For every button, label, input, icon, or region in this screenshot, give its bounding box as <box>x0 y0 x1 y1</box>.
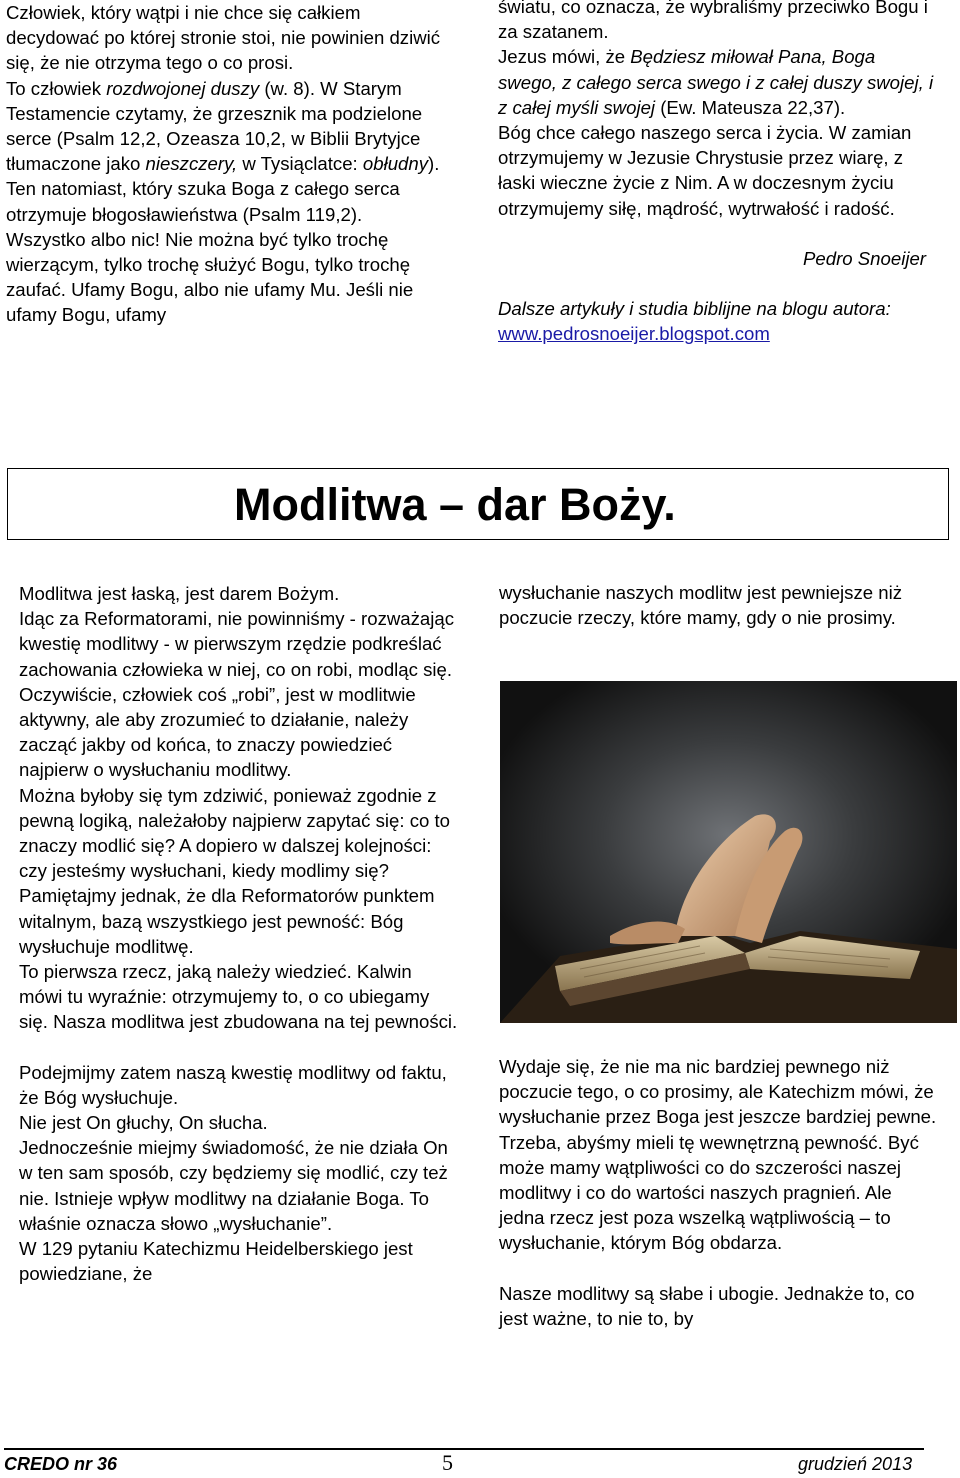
bottom-right-column-top <box>499 580 939 630</box>
top-left-column <box>6 0 446 328</box>
footer-date: grudzień 2013 <box>798 1454 913 1474</box>
blog-note-text: Dalsze artykuły i studia biblijne na blogu autora: <box>498 298 891 320</box>
paragraph: W 129 pytaniu Katechizmu Heidelberskiego jest powiedziane, że <box>19 1238 413 1285</box>
paragraph: Wydaje się, że nie ma nic bardziej pewnego niż poczucie tego, o co prosimy, ale Katechizm mówi, że wysłuchanie przez Boga jest jeszcze bardziej pewne. <box>499 1056 937 1128</box>
praying-hands-icon <box>500 681 957 1023</box>
paragraph: Bóg chce całego naszego serca i życia. W zamian otrzymujemy w Jezusie Chrystusie przez wiarę, z łaski wieczne życie z Nim. A w doczesnym życiu otrzymujemy siłę, mądrość, wytrwałość i radość. <box>498 122 912 219</box>
text-run: w Tysiąclatce: <box>237 153 363 175</box>
paragraph: Trzeba, abyśmy mieli tę wewnętrzną pewność. Być może mamy wątpliwości co do szczerości naszej modlitwy i co do wartości naszych pragnień. Ale jedna rzecz jest poza wszelką wątpliwością – to wysłuchanie, którym Bóg obdarza. <box>499 1131 919 1254</box>
author-text: Pedro Snoeijer <box>802 247 926 269</box>
footer-divider <box>4 1448 924 1450</box>
top-right-column <box>498 0 938 346</box>
article-title: Modlitwa – dar Boży. <box>234 479 676 530</box>
paragraph: Nasze modlitwy są słabe i ubogie. Jednakże to, co jest ważne, to nie to, by <box>499 1282 915 1329</box>
paragraph: Można byłoby się tym zdziwić, ponieważ zgodnie z pewną logiką, należałoby najpierw zapytać się: co to znaczy modlić się? A dopiero w dalszej kolejności: czy jesteśmy wysłuchani, kiedy modlimy się? <box>19 784 451 882</box>
paragraph: Jednocześnie miejmy świadomość, że nie działa On w ten sam sposób, czy będziemy się modlić, czy też nie. Istnieje wpływ modlitwy na działanie Boga. To właśnie oznacza słowo „wysłuchanie”. <box>19 1137 448 1234</box>
bottom-right-column-bottom <box>499 1054 939 1331</box>
blog-link[interactable]: www.pedrosnoeijer.blogspot.com <box>498 323 770 345</box>
paragraph <box>498 44 938 120</box>
footer-magazine-issue: CREDO nr 36 <box>4 1454 118 1474</box>
italic-text: Będziesz miłował Pana, Boga swego, z całego serca swego i z całej duszy swojej, i z całej myśli swojej <box>498 46 934 118</box>
text-run: ). Ten natomiast, który szuka Boga z całego serca otrzymuje błogosławieństwa (Psalm 119,2). Wszystko albo nic! Nie można być tylko trochę wierzącym, tylko trochę służyć Bogu, tylko trochę zaufać. Ufamy Bogu, albo nie ufamy Mu. Jeśli nie ufamy Bogu, ufamy <box>6 153 440 326</box>
author-name <box>498 246 938 271</box>
paragraph: Pamiętajmy jednak, że dla Reformatorów punktem witalnym, bazą wszystkiego jest pewność: Bóg wysłuchuje modlitwę. <box>19 885 435 957</box>
paragraph: Oczywiście, człowiek coś „robi”, jest w modlitwie aktywny, ale aby zrozumieć to działanie, należy zacząć jakby od końca, to znaczy powiedzieć najpierw o wysłuchaniu modlitwy. <box>19 683 416 781</box>
paragraph: wysłuchanie naszych modlitw jest pewniejsze niż poczucie rzeczy, które mamy, gdy o nie prosimy. <box>499 582 903 629</box>
footer-page-number: 5 <box>442 1450 453 1475</box>
blog-note <box>498 296 938 321</box>
paragraph: Modlitwa jest łaską, jest darem Bożym. <box>19 583 340 604</box>
text-run: To człowiek <box>6 77 107 99</box>
italic-text: rozdwojonej duszy <box>106 77 260 99</box>
blog-link-line <box>498 321 938 346</box>
paragraph: światu, co oznacza, że wybraliśmy przeciwko Bogu i za szatanem. <box>498 0 928 43</box>
text-run: Jezus mówi, że <box>498 46 631 68</box>
bottom-left-column <box>19 581 459 1286</box>
text-run: (Ew. Mateusza 22,37). <box>655 96 846 118</box>
paragraph: To pierwsza rzecz, jaką należy wiedzieć. Kalwin mówi tu wyraźnie: otrzymujemy to, o co ubiegamy się. Nasza modlitwa jest zbudowana na tej pewności. <box>19 961 458 1033</box>
italic-text: obłudny <box>362 153 429 175</box>
text-run: (w. 8). W Starym Testamencie czytamy, że grzesznik ma podzielone serce (Psalm 12,2, Ozeasza 10,2, w Biblii Brytyjce tłumaczone jako <box>6 77 423 175</box>
paragraph: Podejmijmy zatem naszą kwestię modlitwy od faktu, że Bóg wysłuchuje. <box>19 1061 447 1108</box>
paragraph <box>6 76 446 328</box>
italic-text: nieszczery, <box>145 153 238 175</box>
paragraph: Idąc za Reformatorami, nie powinniśmy - rozważając kwestię modlitwy - w pierwszym rzędzie podkreślać zachowania człowieka w niej, co on robi, modląc się. <box>19 608 455 680</box>
praying-hands-photo <box>500 681 957 1023</box>
paragraph: Człowiek, który wątpi i nie chce się całkiem decydować po której stronie stoi, nie powinien dziwić się, że nie otrzyma tego o co prosi. <box>6 2 441 74</box>
paragraph: Nie jest On głuchy, On słucha. <box>19 1112 268 1134</box>
